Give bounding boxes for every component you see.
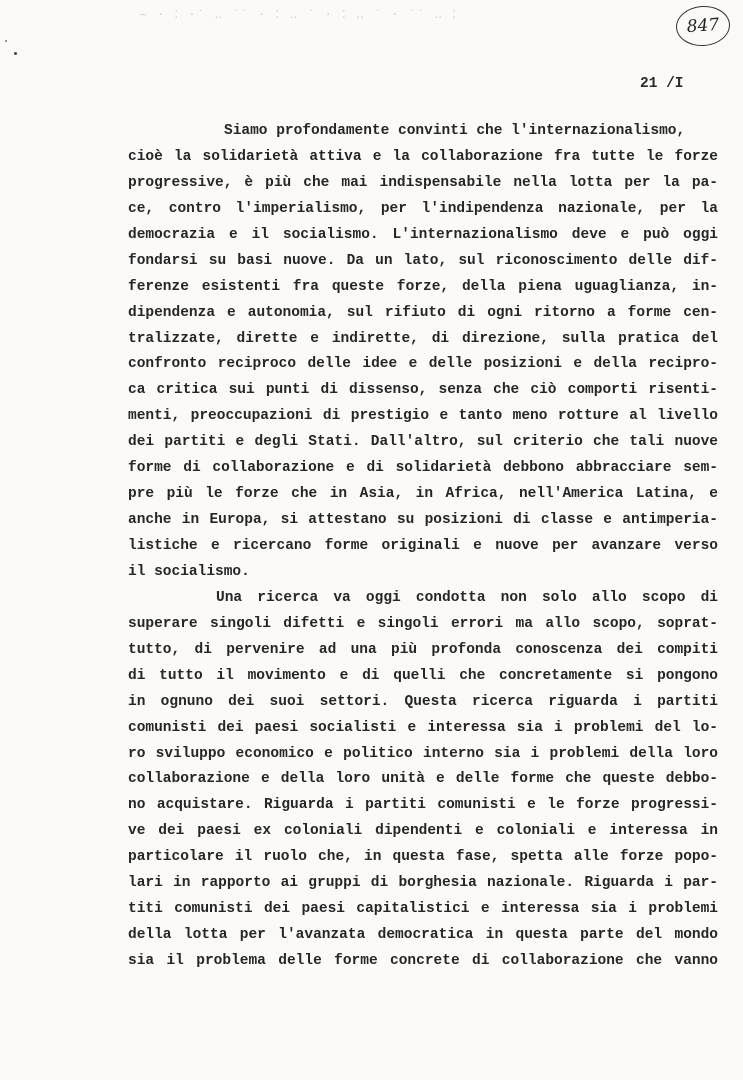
text-line: menti, preoccupazioni di prestigio e tanto meno rotture al livello xyxy=(128,408,718,425)
bleed-through-smudge: ~ · ⁚ ·˙ ‥ ˙˙ · ⁚ ‥ ˙ · ⁚ ‥ ˙ · ˙˙ ‥ ⁚ xyxy=(140,8,459,21)
text-line: lari in rapporto ai gruppi di borghesia nazionale. Riguarda i par- xyxy=(128,875,718,892)
text-line: ve dei paesi ex coloniali dipendenti e coloniali e interessa in xyxy=(128,823,718,840)
text-line: pre più le forze che in Asia, in Africa, nell'America Latina, e xyxy=(128,486,718,503)
text-line: comunisti dei paesi socialisti e interessa sia i problemi del lo- xyxy=(128,719,718,736)
text-line: in ognuno dei suoi settori. Questa ricerca riguarda i partiti xyxy=(128,693,718,710)
text-line: particolare il ruolo che, in questa fase, spetta alle forze popo- xyxy=(128,849,718,866)
text-line: sia il problema delle forme concrete di collaborazione che vanno xyxy=(128,953,718,969)
typewritten-body-text xyxy=(128,119,718,975)
text-line: tralizzate, dirette e indirette, di direzione, sulla pratica del xyxy=(128,330,718,347)
text-line: forme di collaborazione e di solidarietà debbono abbracciare sem- xyxy=(128,460,718,477)
text-line: fondarsi su basi nuove. Da un lato, sul riconoscimento delle dif- xyxy=(128,252,718,269)
text-line: ca critica sui punti di dissenso, senza che ciò comporti risenti- xyxy=(128,382,718,399)
text-line: Siamo profondamente convinti che l'internazionalismo, xyxy=(224,123,686,139)
archive-stamp-number: 847 xyxy=(686,14,720,38)
text-line: ferenze esistenti fra queste forze, della piena uguaglianza, in- xyxy=(128,278,718,295)
paper-speck xyxy=(5,40,7,42)
text-line: anche in Europa, si attestano su posizioni di classe e antimperia- xyxy=(128,512,718,529)
text-line: della lotta per l'avanzata democratica in questa parte del mondo xyxy=(128,927,718,944)
text-line: collaborazione e della loro unità e delle forme che queste debbo- xyxy=(128,771,718,788)
text-line: cioè la solidarietà attiva e la collaborazione fra tutte le forze xyxy=(128,148,718,165)
text-line: ro sviluppo economico e politico interno sia i problemi della loro xyxy=(128,745,718,762)
text-line: ce, contro l'imperialismo, per l'indipendenza nazionale, per la xyxy=(128,200,718,217)
paper-speck xyxy=(14,52,17,55)
text-line: Una ricerca va oggi condotta non solo allo scopo di xyxy=(216,589,718,606)
text-line: dipendenza e autonomia, sul rifiuto di ogni ritorno a forme cen- xyxy=(128,304,718,321)
text-line: tutto, di pervenire ad una più profonda conoscenza dei compiti xyxy=(128,641,718,658)
text-line: titi comunisti dei paesi capitalistici e interessa sia i problemi xyxy=(128,901,718,918)
text-line: confronto reciproco delle idee e delle posizioni e della recipro- xyxy=(128,356,718,373)
text-line: no acquistare. Riguarda i partiti comunisti e le forze progressi- xyxy=(128,797,718,814)
text-line: progressive, è più che mai indispensabile nella lotta per la pa- xyxy=(128,174,718,191)
page-number: 21 /I xyxy=(640,76,684,92)
text-line: superare singoli difetti e singoli errori ma allo scopo, soprat- xyxy=(128,615,718,632)
archive-page-stamp xyxy=(675,4,732,48)
text-line: di tutto il movimento e di quelli che concretamente si pongono xyxy=(128,667,718,684)
text-line: democrazia e il socialismo. L'internazionalismo deve e può oggi xyxy=(128,226,718,243)
text-line: il socialismo. xyxy=(128,563,250,580)
text-line: dei partiti e degli Stati. Dall'altro, sul criterio che tali nuove xyxy=(128,434,718,451)
text-line: listiche e ricercano forme originali e nuove per avanzare verso xyxy=(128,538,718,554)
